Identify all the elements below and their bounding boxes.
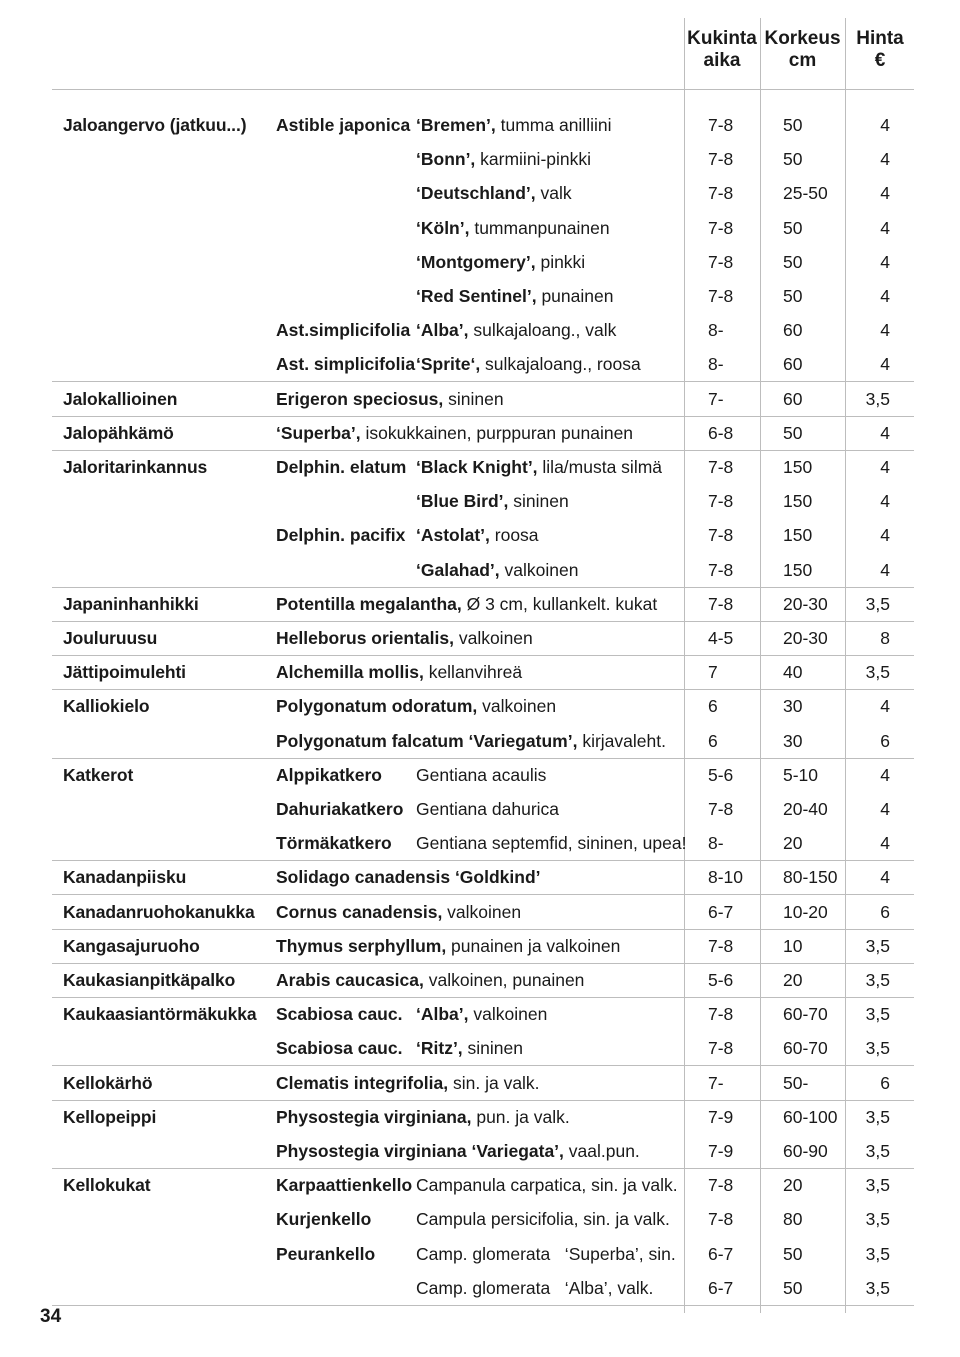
table-row (52, 826, 914, 861)
variety (416, 833, 686, 853)
species-name: Kurjenkello (276, 1209, 372, 1230)
height-cm: 50 (783, 1277, 803, 1298)
price-eur: 4 (880, 764, 890, 785)
table-row (52, 279, 914, 313)
species-description (276, 423, 633, 443)
table-row (52, 1237, 914, 1271)
species-name: Clematis integrifolia, (276, 1072, 449, 1093)
height-cm: 20-30 (783, 628, 828, 648)
bloom-time: 7-9 (708, 1106, 734, 1127)
height-cm: 25-50 (783, 183, 828, 204)
price-eur: 4 (880, 422, 890, 443)
variety-description: Gentiana septemfid, sininen, upea! (416, 833, 687, 854)
table-row (52, 347, 914, 382)
group-name: Jalokallioinen (63, 388, 178, 409)
species-name: Cornus canadensis, (276, 901, 443, 922)
table-row (52, 313, 914, 347)
group-name: Kaukasianpitkäpalko (63, 970, 236, 990)
price-eur: 4 (880, 867, 890, 888)
table-row (52, 895, 914, 930)
height-cm: 60-100 (783, 1106, 838, 1127)
variety (416, 1278, 653, 1298)
price-eur: 6 (880, 1072, 890, 1093)
height-cm: 50 (783, 286, 803, 306)
bloom-time: 6-7 (708, 1277, 734, 1298)
variety-name: ‘Galahad’, (416, 559, 500, 580)
species-description (276, 1141, 640, 1161)
price-eur: 4 (880, 559, 890, 580)
variety-description: kirjavaleht. (577, 730, 666, 751)
variety-name: ‘Köln’, (416, 217, 470, 238)
height-cm: 60 (783, 388, 803, 409)
bloom-time: 8- (708, 320, 724, 341)
species-name: Polygonatum odoratum, (276, 696, 478, 717)
bloom-time: 4-5 (708, 628, 734, 648)
variety-description: sininen (443, 388, 504, 409)
bloom-time: 7 (708, 662, 718, 683)
price-eur: 3,5 (865, 1106, 890, 1127)
table-row (52, 382, 914, 417)
species-description (276, 696, 556, 716)
table-row (52, 724, 914, 759)
variety-description: Gentiana dahurica (416, 799, 560, 819)
variety-description: valkoinen (453, 628, 533, 648)
bloom-time: 7- (708, 1072, 724, 1093)
price-eur: 3,5 (865, 593, 890, 614)
species-name: Delphin. elatum (276, 457, 407, 477)
variety-name: ‘Astolat’, (416, 525, 490, 546)
height-cm: 150 (783, 525, 813, 546)
variety-description: Gentiana acaulis (416, 764, 547, 785)
group-name: Kanadanruohokanukka (63, 901, 255, 922)
height-cm: 50 (783, 149, 803, 170)
species-name: Alchemilla mollis, (276, 662, 424, 683)
height-cm: 50 (783, 217, 803, 238)
price-eur: 4 (880, 183, 890, 204)
species-description (276, 1073, 540, 1093)
variety-description: tumma anilliini (495, 115, 612, 135)
height-cm: 40 (783, 662, 803, 683)
table-row (52, 1031, 914, 1066)
height-cm: 50 (783, 422, 803, 443)
species-name: Physostegia virginiana, (276, 1106, 472, 1127)
header-kukinta: Kukinta aika (687, 28, 757, 71)
price-eur: 3,5 (865, 388, 890, 409)
species-description (276, 970, 584, 990)
table-row (52, 1066, 914, 1101)
table-row (52, 450, 914, 484)
variety (416, 1209, 670, 1229)
header-divider (52, 89, 914, 90)
price-eur: 4 (880, 354, 890, 375)
bloom-time: 6 (708, 696, 718, 717)
variety-description: lila/musta silmä (537, 457, 663, 477)
variety-description: isokukkainen, purppuran punainen (360, 422, 634, 443)
table-row (52, 176, 914, 210)
variety-name: ‘Blue Bird’, (416, 491, 509, 512)
bloom-time: 5-6 (708, 970, 734, 990)
bloom-time: 5-6 (708, 764, 734, 785)
bloom-time: 8- (708, 833, 724, 854)
variety-description: Camp. glomerata ‘Alba’, valk. (416, 1277, 654, 1298)
page-number: 34 (40, 1306, 62, 1327)
variety (416, 1175, 678, 1195)
height-cm: 50 (783, 115, 803, 135)
variety (416, 354, 641, 374)
species-name: Arabis caucasica, (276, 970, 424, 990)
bloom-time: 7-8 (708, 491, 734, 512)
height-cm: 60 (783, 320, 803, 341)
bloom-time: 6-8 (708, 422, 734, 443)
bloom-time: 7-8 (708, 1004, 734, 1025)
variety-description: valkoinen (477, 696, 557, 717)
variety (416, 1038, 523, 1058)
price-eur: 6 (880, 730, 890, 751)
price-eur: 3,5 (865, 1277, 890, 1298)
table-row (52, 142, 914, 176)
species-name: Polygonatum falcatum ‘Variegatum’, (276, 730, 578, 751)
table-row (52, 1202, 914, 1236)
table-row (52, 245, 914, 279)
variety (416, 560, 578, 580)
variety (416, 218, 610, 238)
group-name: Kellokukat (63, 1175, 151, 1196)
variety-description: Campanula carpatica, sin. ja valk. (416, 1175, 678, 1196)
table-row (52, 621, 914, 656)
table-row (52, 108, 914, 142)
table-row (52, 655, 914, 690)
height-cm: 80 (783, 1209, 803, 1230)
species-name: Scabiosa cauc. (276, 1038, 403, 1059)
variety-name: ‘Alba’, (416, 320, 469, 341)
species-description (276, 662, 522, 682)
variety-description: valkoinen (499, 559, 579, 580)
species-name: Physostegia virginiana ‘Variegata’, (276, 1141, 564, 1161)
table-row (52, 792, 914, 826)
table-row (52, 587, 914, 622)
table-row (52, 1134, 914, 1169)
height-cm: 80-150 (783, 867, 838, 888)
species-description (276, 1107, 570, 1127)
variety-description: valkoinen, punainen (423, 970, 585, 990)
price-eur: 3,5 (865, 1038, 890, 1059)
species-name: Erigeron speciosus, (276, 388, 444, 409)
species-name: Helleborus orientalis, (276, 628, 454, 648)
height-cm: 5-10 (783, 764, 819, 785)
variety (416, 491, 569, 511)
species-name: Karpaattienkello (276, 1175, 413, 1196)
species-name: Thymus serphyllum, (276, 935, 447, 956)
species-name: Astible japonica (276, 115, 411, 135)
species-name: Scabiosa cauc. (276, 1004, 403, 1025)
bloom-time: 8- (708, 354, 724, 375)
group-name: Jalopähkämö (63, 422, 174, 443)
variety (416, 765, 546, 785)
variety-name: ‘Bremen’, (416, 115, 496, 135)
bloom-time: 7-8 (708, 1209, 734, 1230)
price-eur: 4 (880, 149, 890, 170)
price-eur: 4 (880, 525, 890, 546)
price-eur: 3,5 (865, 1243, 890, 1264)
variety (416, 320, 616, 340)
height-cm: 60-90 (783, 1141, 828, 1161)
table-row (52, 963, 914, 998)
species-name: Ast.simplicifolia (276, 320, 411, 341)
bloom-time: 7-8 (708, 149, 734, 170)
species-name: Alppikatkero (276, 764, 382, 785)
height-cm: 20 (783, 1175, 803, 1196)
bloom-time: 7- (708, 388, 724, 409)
price-eur: 4 (880, 251, 890, 272)
table-row (52, 860, 914, 895)
variety (416, 799, 559, 819)
bloom-time: 6-7 (708, 901, 734, 922)
variety (416, 252, 585, 272)
species-name: Delphin. pacifix (276, 525, 406, 546)
variety (416, 149, 591, 169)
variety-description: roosa (489, 525, 539, 546)
group-name: Jättipoimulehti (63, 662, 186, 683)
height-cm: 20 (783, 970, 803, 990)
height-cm: 60-70 (783, 1004, 828, 1025)
bloom-time: 7-8 (708, 799, 734, 819)
species-description (276, 389, 504, 409)
species-description (276, 936, 620, 956)
group-name: Katkerot (63, 764, 134, 785)
height-cm: 150 (783, 559, 813, 580)
variety (416, 525, 539, 545)
price-eur: 4 (880, 115, 890, 135)
table-row (52, 1271, 914, 1306)
variety-name: ‘Montgomery’, (416, 251, 536, 272)
table-row (52, 689, 914, 723)
variety (416, 1004, 547, 1024)
group-name: Kangasajuruoho (63, 935, 200, 956)
variety-description: valkoinen (468, 1004, 548, 1025)
species-name: Dahuriakatkero (276, 799, 404, 819)
price-eur: 4 (880, 491, 890, 512)
bloom-time: 7-8 (708, 1175, 734, 1196)
height-cm: 30 (783, 730, 803, 751)
species-name: Peurankello (276, 1243, 376, 1264)
header-hinta: Hinta € (856, 28, 904, 71)
table-row (52, 929, 914, 964)
table-row (52, 997, 914, 1031)
height-cm: 20 (783, 833, 803, 854)
height-cm: 150 (783, 491, 813, 512)
group-name: Kanadanpiisku (63, 867, 187, 888)
price-eur: 4 (880, 217, 890, 238)
variety-name: ‘Ritz’, (416, 1038, 463, 1059)
group-name: Japaninhanhikki (63, 593, 199, 614)
group-name: Kalliokielo (63, 696, 150, 717)
species-description (276, 867, 541, 887)
price-eur: 4 (880, 286, 890, 306)
height-cm: 20-40 (783, 799, 828, 819)
price-eur: 3,5 (865, 1175, 890, 1196)
variety-description: valkoinen (442, 901, 522, 922)
variety-name: ‘Sprite‘, (416, 354, 481, 375)
variety-description: kellanvihreä (423, 662, 523, 683)
bloom-time: 6 (708, 730, 718, 751)
price-eur: 4 (880, 833, 890, 854)
bloom-time: 7-9 (708, 1141, 734, 1161)
group-name: Kellopeippi (63, 1106, 157, 1127)
variety-name: ‘Red Sentinel’, (416, 286, 537, 306)
height-cm: 60-70 (783, 1038, 828, 1059)
bloom-time: 7-8 (708, 935, 734, 956)
bloom-time: 7-8 (708, 1038, 734, 1059)
group-name: Jaloritarinkannus (63, 457, 208, 477)
table-row (52, 758, 914, 792)
variety-name: ‘Deutschland’, (416, 183, 536, 204)
height-cm: 60 (783, 354, 803, 375)
bloom-time: 7-8 (708, 115, 734, 135)
bloom-time: 7-8 (708, 217, 734, 238)
height-cm: 50 (783, 251, 803, 272)
variety-description: Campula persicifolia, sin. ja valk. (416, 1209, 670, 1230)
height-cm: 10 (783, 935, 803, 956)
height-cm: 30 (783, 696, 803, 717)
price-eur: 3,5 (865, 1141, 890, 1161)
variety-description: punainen (536, 286, 614, 306)
bloom-time: 7-8 (708, 593, 734, 614)
height-cm: 10-20 (783, 901, 828, 922)
bloom-time: 7-8 (708, 525, 734, 546)
price-eur: 4 (880, 457, 890, 477)
height-cm: 20-30 (783, 593, 828, 614)
bloom-time: 7-8 (708, 457, 734, 477)
price-eur: 3,5 (865, 935, 890, 956)
variety-description: sin. ja valk. (448, 1072, 540, 1093)
variety-description: tummanpunainen (469, 217, 610, 238)
price-eur: 4 (880, 320, 890, 341)
bloom-time: 6-7 (708, 1243, 734, 1264)
species-description (276, 902, 521, 922)
species-name: Ast. simplicifolia (276, 354, 416, 375)
group-name: Kaukaasiantörmäkukka (63, 1004, 257, 1025)
variety (416, 115, 611, 135)
table-row (52, 1168, 914, 1202)
variety-description: Camp. glomerata ‘Superba’, sin. (416, 1243, 676, 1264)
group-name: Jaloangervo (jatkuu...) (63, 115, 247, 135)
height-cm: 150 (783, 457, 813, 477)
variety-description: pun. ja valk. (471, 1106, 570, 1127)
variety (416, 183, 572, 203)
species-name: Potentilla megalantha, (276, 593, 462, 614)
variety-description: vaal.pun. (563, 1141, 640, 1161)
price-eur: 6 (880, 901, 890, 922)
variety-description: pinkki (535, 251, 586, 272)
species-name: Solidago canadensis ‘Goldkind’ (276, 867, 541, 888)
species-description (276, 628, 533, 648)
variety-description: sininen (462, 1038, 523, 1059)
variety-name: ‘Alba’, (416, 1004, 469, 1025)
species-name: Törmäkatkero (276, 833, 392, 854)
price-eur: 8 (880, 628, 890, 648)
bloom-time: 7-8 (708, 559, 734, 580)
bloom-time: 7-8 (708, 183, 734, 204)
variety-description: karmiini-pinkki (475, 149, 592, 170)
bloom-time: 7-8 (708, 251, 734, 272)
table-row (52, 1100, 914, 1134)
variety (416, 1244, 676, 1264)
variety (416, 286, 613, 306)
species-description (276, 731, 666, 751)
group-name: Kellokärhö (63, 1072, 153, 1093)
variety (416, 457, 662, 477)
variety-name: ‘Black Knight’, (416, 457, 538, 477)
bloom-time: 8-10 (708, 867, 744, 888)
price-eur: 4 (880, 696, 890, 717)
price-eur: 3,5 (865, 662, 890, 683)
height-cm: 50- (783, 1072, 809, 1093)
group-name: Jouluruusu (63, 628, 158, 648)
table-row (52, 484, 914, 518)
price-eur: 3,5 (865, 970, 890, 990)
species-description (276, 594, 657, 614)
price-eur: 3,5 (865, 1004, 890, 1025)
header-korkeus: Korkeus cm (764, 28, 841, 71)
variety-description: punainen ja valkoinen (446, 935, 621, 956)
price-eur: 4 (880, 799, 890, 819)
variety-description: sininen (508, 491, 569, 512)
table-row (52, 416, 914, 451)
variety-description: sulkajaloang., valk (468, 320, 617, 341)
table-row (52, 518, 914, 552)
table-row (52, 211, 914, 245)
species-name: ‘Superba’, (276, 422, 361, 443)
variety-description: valk (535, 183, 572, 204)
variety-description: sulkajaloang., roosa (480, 354, 641, 375)
variety-description: Ø 3 cm, kullankelt. kukat (461, 593, 658, 614)
height-cm: 50 (783, 1243, 803, 1264)
price-eur: 3,5 (865, 1209, 890, 1230)
table-row (52, 553, 914, 588)
variety-name: ‘Bonn’, (416, 149, 476, 170)
bloom-time: 7-8 (708, 286, 734, 306)
